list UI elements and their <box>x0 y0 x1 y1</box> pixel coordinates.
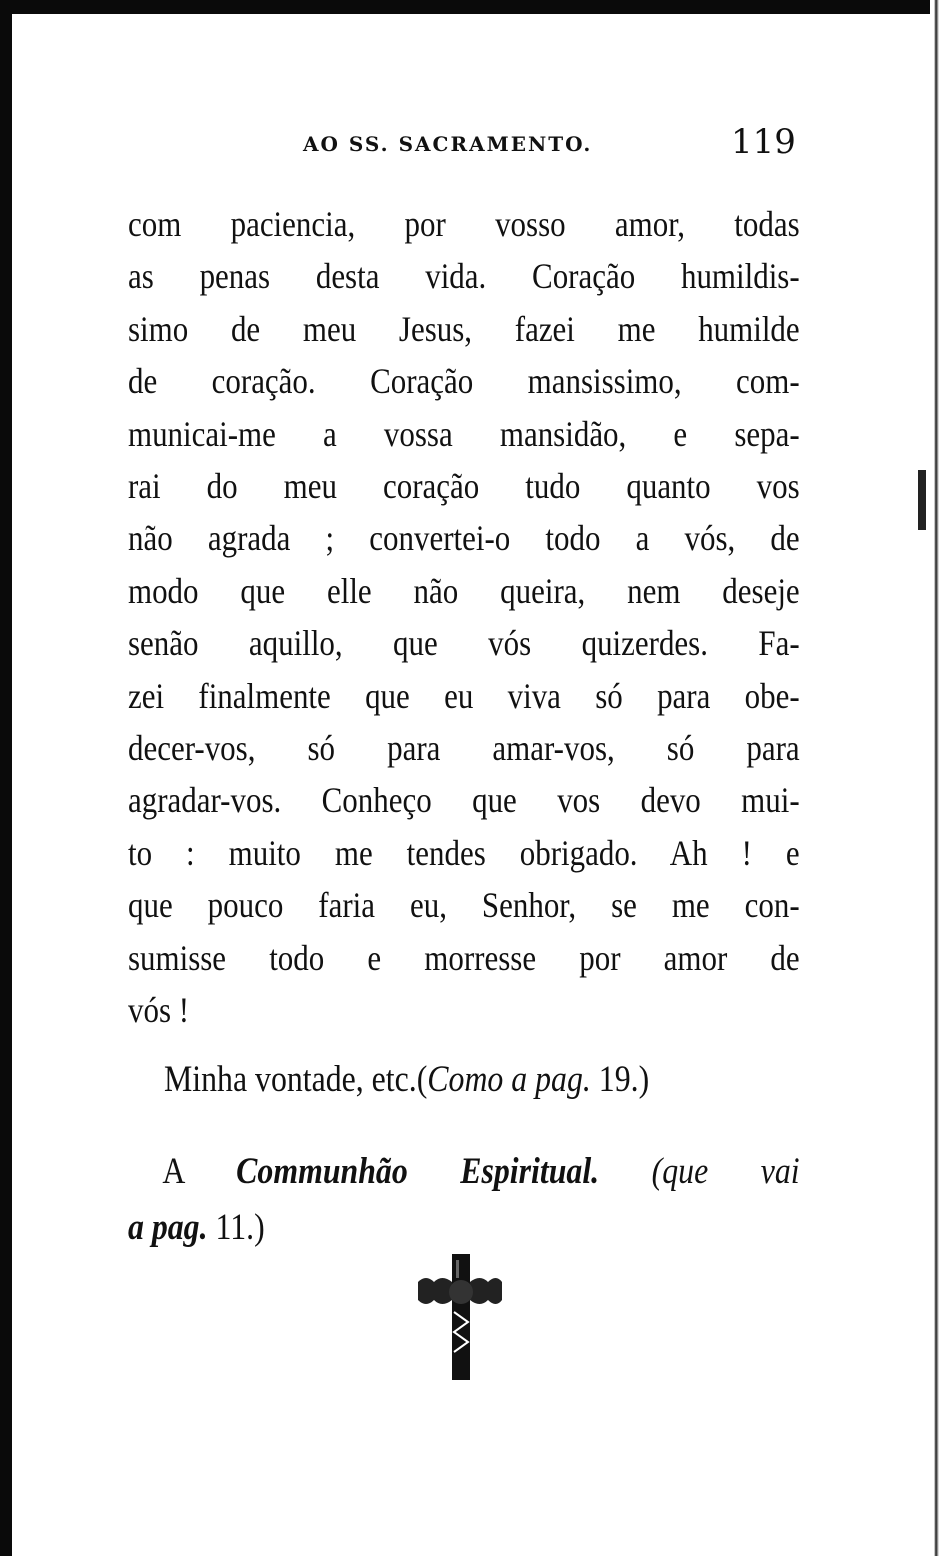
rubric-reference <box>164 1058 649 1101</box>
body-line: zei finalmente que eu viva só para obe- <box>128 675 800 716</box>
page-number: 119 <box>731 122 796 162</box>
communion-line-1 <box>128 1144 800 1200</box>
body-line: que pouco faria eu, Senhor, se me con- <box>128 885 800 926</box>
communion-reference <box>128 1144 800 1256</box>
communion-line-2 <box>128 1200 800 1256</box>
communion-title: Communhão Espiritual. <box>236 1151 600 1192</box>
body-line: as penas desta vida. Coração humildis- <box>128 256 800 297</box>
body-line: não agrada ; convertei-o todo a vós, de <box>128 518 800 559</box>
scan-edge-left <box>0 0 12 1556</box>
body-line: simo de meu Jesus, fazei me humilde <box>128 308 800 349</box>
body-line: rai do meu coração tudo quanto vos <box>128 466 800 507</box>
body-line: sumisse todo e morresse por amor de <box>128 937 800 978</box>
body-line: decer-vos, só para amar-vos, só para <box>128 728 800 769</box>
running-head <box>303 122 803 162</box>
body-line: to : muito me tendes obrigado. Ah ! e <box>128 832 800 873</box>
running-title: AO SS. SACRAMENTO. <box>303 132 593 156</box>
body-paragraph <box>128 198 800 1037</box>
rubric-prefix: Minha vontade, etc.( <box>164 1059 428 1100</box>
communion-rest: (que vai <box>599 1151 800 1192</box>
cross-ornament-icon <box>414 1252 506 1382</box>
body-line: agradar-vos. Conheço que vos devo mui- <box>128 780 800 821</box>
body-line: de coração. Coração mansissimo, com- <box>128 361 800 402</box>
body-line: municai-me a vossa mansidão, e sepa- <box>128 413 800 454</box>
body-line: vós ! <box>128 990 190 1031</box>
scan-edge-mark <box>918 470 926 530</box>
communion-pag: a pag. <box>128 1207 208 1248</box>
body-line: senão aquillo, que vós quizerdes. Fa- <box>128 623 800 664</box>
body-line: modo que elle não queira, nem deseje <box>128 570 800 611</box>
rubric-suffix: 19.) <box>590 1059 650 1100</box>
rubric-italic: Como a pag. <box>427 1059 591 1100</box>
scan-edge-right <box>930 0 952 1556</box>
communion-lead: A <box>162 1151 237 1192</box>
body-line: com paciencia, por vosso amor, todas <box>128 204 800 244</box>
scan-edge-top <box>0 0 952 14</box>
communion-page-ref: 11.) <box>207 1207 265 1248</box>
